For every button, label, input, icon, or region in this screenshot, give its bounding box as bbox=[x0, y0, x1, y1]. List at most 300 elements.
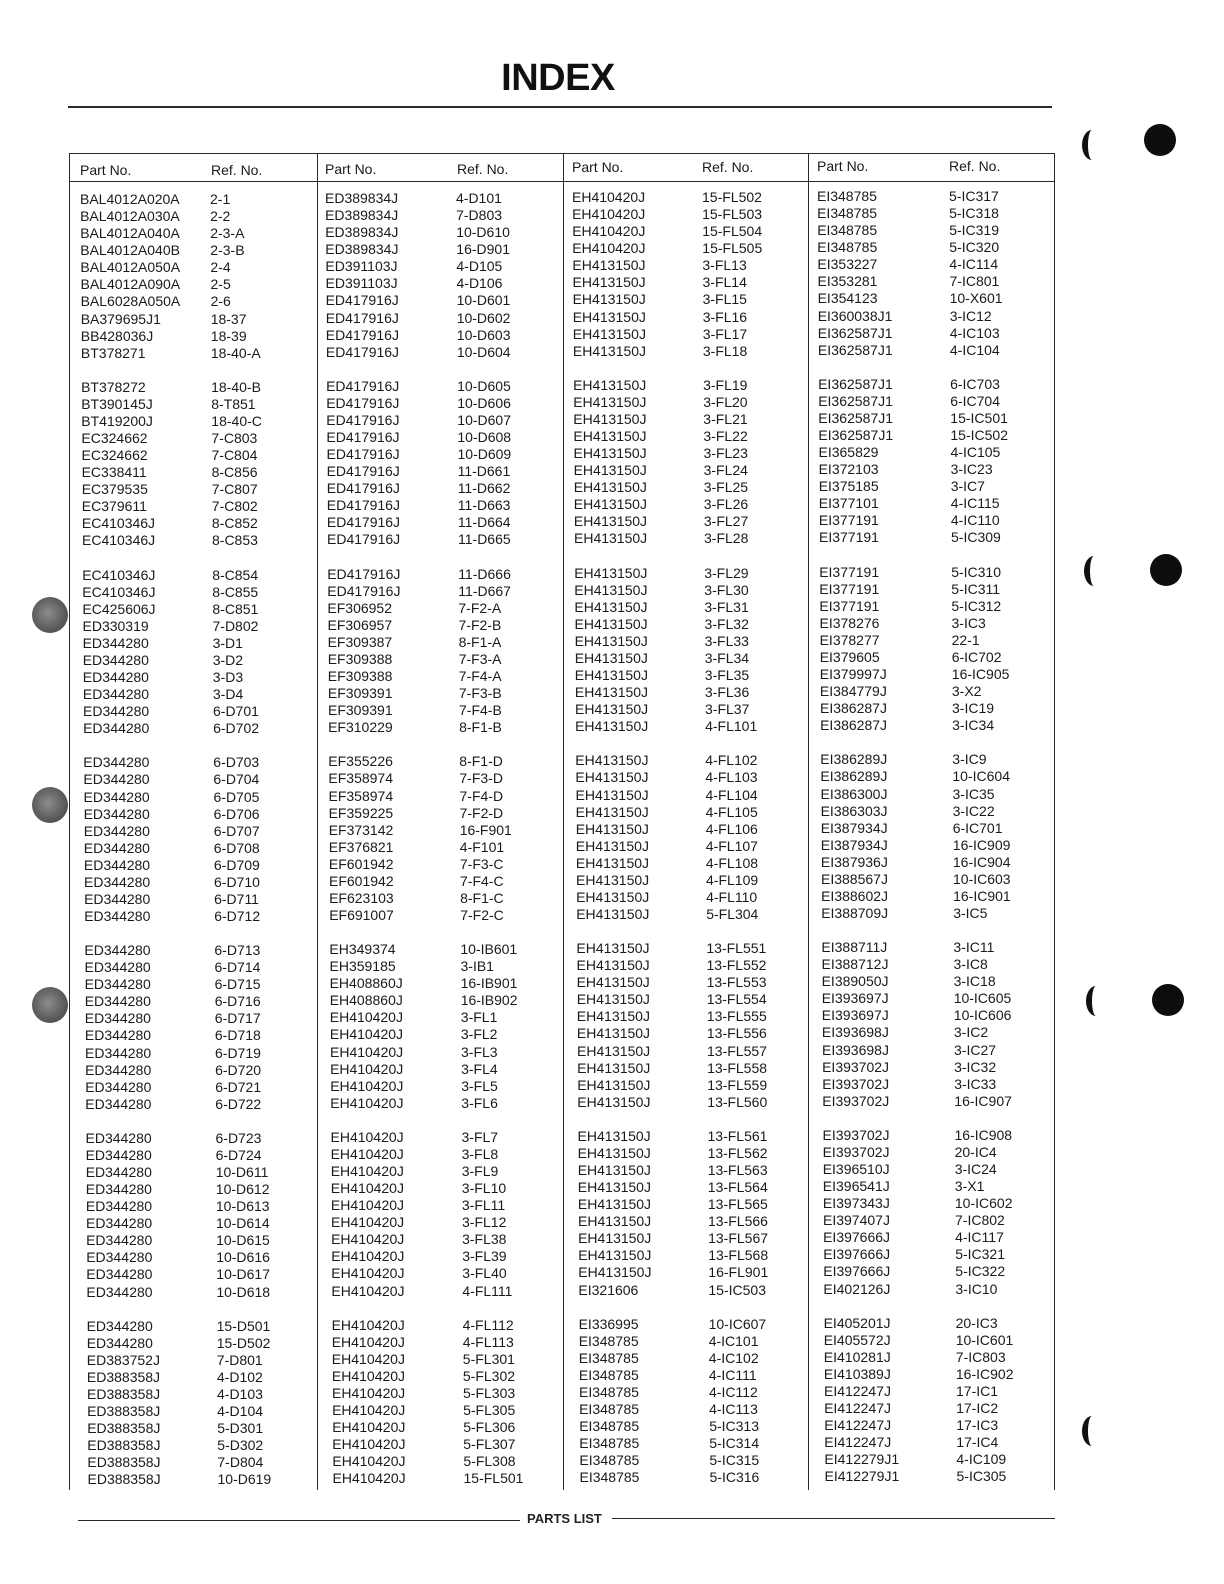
part-number: EI377101 bbox=[818, 495, 879, 512]
ref-number: 3-IC33 bbox=[954, 1075, 997, 1092]
ref-number: 10-D602 bbox=[456, 309, 511, 326]
part-number: ED417916J bbox=[325, 343, 400, 360]
ref-number: 3-FL34 bbox=[704, 649, 750, 666]
ref-number: 4-D101 bbox=[456, 190, 502, 206]
ref-number: 10-D608 bbox=[457, 429, 512, 445]
part-number: ED344280 bbox=[86, 1266, 153, 1283]
part-number: ED388358J bbox=[86, 1368, 161, 1385]
part-number: EF309388 bbox=[327, 668, 393, 684]
ref-number: 7-C803 bbox=[211, 430, 258, 446]
ref-number: 6-D719 bbox=[215, 1044, 261, 1061]
part-number: EI397666J bbox=[823, 1229, 891, 1246]
part-number: BAL4012A050A bbox=[80, 259, 181, 276]
ref-number: 3-FL2 bbox=[460, 1026, 498, 1043]
header-ref-no: Ref. No. bbox=[702, 159, 754, 175]
ref-number: 3-FL24 bbox=[703, 462, 748, 479]
part-number: EH410420J bbox=[332, 1453, 406, 1470]
part-number: EI388712J bbox=[821, 956, 889, 973]
ref-number: 16-FL901 bbox=[708, 1264, 769, 1281]
part-number: EH413150J bbox=[572, 257, 646, 274]
ref-number: 4-FL108 bbox=[705, 854, 759, 871]
part-number: EI377191 bbox=[819, 580, 880, 597]
punch-hole bbox=[32, 597, 68, 633]
part-number: EH413150J bbox=[576, 957, 650, 974]
part-number: BT390145J bbox=[81, 395, 153, 412]
ref-number: 16-F901 bbox=[459, 821, 512, 838]
ref-number: 18-37 bbox=[210, 310, 247, 327]
ref-number: 4-IC115 bbox=[950, 495, 1000, 512]
part-number: EF376821 bbox=[328, 838, 394, 855]
part-number: EH359185 bbox=[329, 958, 396, 975]
ref-number: 6-D707 bbox=[213, 822, 260, 839]
ref-number: 5-D302 bbox=[217, 1437, 264, 1454]
part-number: ED388358J bbox=[87, 1403, 161, 1419]
ref-number: 3-IC24 bbox=[954, 1161, 997, 1177]
part-number: EI412247J bbox=[824, 1382, 891, 1399]
part-number: EH413150J bbox=[573, 462, 647, 479]
ref-number: 6-IC701 bbox=[952, 819, 1003, 836]
part-number: EH413150J bbox=[572, 308, 646, 325]
part-number: EH413150J bbox=[573, 479, 647, 496]
ref-number: 6-IC702 bbox=[951, 648, 1002, 665]
part-number: EI354123 bbox=[817, 290, 878, 307]
ref-number: 7-C804 bbox=[211, 447, 258, 464]
part-number: EF309388 bbox=[327, 650, 393, 667]
ref-number: 8-C855 bbox=[212, 583, 259, 600]
part-number: ED417916J bbox=[326, 377, 400, 394]
part-number: EH410420J bbox=[331, 1265, 405, 1282]
ref-number: 11-D667 bbox=[458, 582, 511, 599]
part-number: ED344280 bbox=[84, 1027, 152, 1044]
ref-number: 5-FL303 bbox=[463, 1384, 516, 1401]
part-number: EI362587J1 bbox=[818, 409, 894, 426]
ref-number: 7-F2-C bbox=[460, 906, 504, 923]
table-header-divider bbox=[69, 181, 1055, 182]
ref-number: 3-IB1 bbox=[460, 958, 494, 975]
ref-number: 3-FL39 bbox=[462, 1248, 507, 1265]
ref-number: 3-FL20 bbox=[703, 393, 748, 410]
part-number: ED344280 bbox=[86, 1317, 153, 1334]
ref-number: 15-FL505 bbox=[702, 240, 763, 257]
part-number: EH413150J bbox=[574, 564, 648, 581]
part-number: ED344280 bbox=[84, 890, 151, 907]
ref-number: 3-FL32 bbox=[704, 615, 749, 632]
part-number: EC425606J bbox=[82, 600, 156, 617]
part-number: ED344280 bbox=[84, 907, 151, 924]
part-number: ED344280 bbox=[82, 669, 149, 685]
part-number: EI412247J bbox=[824, 1434, 892, 1451]
ref-number: 6-D717 bbox=[214, 1010, 261, 1027]
ref-number: 4-IC110 bbox=[950, 512, 1000, 529]
ref-number: 7-F3-D bbox=[459, 770, 503, 787]
part-number: EH413150J bbox=[575, 752, 649, 769]
part-number: EI388711J bbox=[821, 939, 888, 956]
part-number: EF310229 bbox=[328, 719, 393, 736]
part-number: EH410420J bbox=[329, 1009, 403, 1026]
part-number: ED344280 bbox=[83, 754, 150, 771]
punch-hole bbox=[1082, 130, 1102, 160]
part-number: EI387936J bbox=[820, 853, 888, 870]
part-number: EC410346J bbox=[82, 532, 156, 549]
ref-number: 13-FL553 bbox=[706, 974, 767, 991]
ref-number: 18-40-B bbox=[211, 378, 261, 395]
ref-number: 13-FL565 bbox=[707, 1196, 768, 1213]
part-number: EH413150J bbox=[576, 1008, 650, 1025]
part-number: BAL4012A040A bbox=[80, 225, 180, 242]
part-number: ED389834J bbox=[325, 190, 399, 206]
header-part-no: Part No. bbox=[572, 159, 624, 175]
ref-number: 3-FL31 bbox=[704, 598, 749, 615]
part-number: EI387934J bbox=[820, 819, 888, 836]
part-number: ED344280 bbox=[83, 788, 150, 805]
header-part-no: Part No. bbox=[817, 158, 869, 174]
ref-number: 6-D722 bbox=[215, 1095, 262, 1112]
ref-number: 3-FL35 bbox=[704, 667, 750, 683]
ref-number: 10-IC602 bbox=[954, 1195, 1013, 1212]
part-number: EI393698J bbox=[821, 1024, 889, 1041]
ref-number: 5-FL302 bbox=[462, 1367, 516, 1384]
ref-number: 4-FL105 bbox=[705, 803, 758, 820]
ref-number: 7-F3-A bbox=[458, 650, 502, 667]
ref-number: 15-IC503 bbox=[708, 1281, 766, 1298]
ref-number: 6-D714 bbox=[214, 959, 261, 976]
ref-number: 10-D601 bbox=[456, 292, 511, 309]
part-number: EH413150J bbox=[573, 376, 647, 393]
part-number: ED344280 bbox=[85, 1044, 152, 1061]
part-number: EH413150J bbox=[573, 513, 648, 530]
ref-number: 17-IC4 bbox=[956, 1434, 999, 1451]
ref-number: 3-FL13 bbox=[702, 257, 747, 274]
part-number: ED344280 bbox=[83, 856, 151, 873]
part-number: EH410420J bbox=[331, 1231, 405, 1248]
ref-number: 10-IC601 bbox=[955, 1331, 1014, 1348]
ref-number: 3-FL29 bbox=[704, 564, 749, 581]
part-number: EH413150J bbox=[577, 1042, 651, 1059]
ref-number: 3-FL27 bbox=[703, 513, 749, 530]
part-number: EF309387 bbox=[327, 633, 393, 650]
ref-number: 4-FL110 bbox=[706, 888, 758, 905]
ref-number: 3-FL14 bbox=[702, 274, 747, 291]
ref-number: 15-FL501 bbox=[463, 1470, 524, 1487]
ref-number: 10-IC605 bbox=[953, 990, 1012, 1007]
part-number: EI362587J1 bbox=[818, 392, 893, 409]
part-number: EF309391 bbox=[328, 702, 393, 719]
part-number: EH413150J bbox=[577, 1162, 651, 1178]
ref-number: 15-FL504 bbox=[702, 223, 763, 240]
ref-number: 3-FL9 bbox=[461, 1163, 499, 1179]
ref-number: 5-IC315 bbox=[709, 1452, 760, 1469]
ref-number: 6-D706 bbox=[213, 805, 260, 822]
ref-number: 6-D720 bbox=[215, 1061, 262, 1078]
part-number: EC379535 bbox=[81, 481, 148, 498]
part-number: EC324662 bbox=[81, 430, 148, 446]
ref-number: 3-FL36 bbox=[704, 684, 750, 700]
part-number: EI388567J bbox=[821, 870, 888, 887]
ref-number: 6-D708 bbox=[213, 839, 260, 856]
part-number: EH413150J bbox=[577, 1144, 651, 1161]
part-number: ED344280 bbox=[83, 822, 150, 839]
ref-number: 3-D2 bbox=[212, 651, 244, 668]
ref-number: 3-FL5 bbox=[461, 1077, 498, 1094]
ref-number: 13-FL563 bbox=[707, 1162, 768, 1178]
part-number: BAL4012A030A bbox=[80, 208, 180, 225]
ref-number: 6-D705 bbox=[213, 788, 260, 805]
part-number: EH413150J bbox=[574, 684, 649, 700]
part-number: EH410420J bbox=[329, 1026, 404, 1043]
part-number: EI321606 bbox=[578, 1281, 639, 1298]
ref-number: 4-D102 bbox=[216, 1368, 263, 1385]
ref-number: 3-FL16 bbox=[702, 308, 748, 325]
ref-number: 15-D501 bbox=[216, 1317, 271, 1334]
part-number: ED417916J bbox=[326, 514, 401, 531]
ref-number: 4-IC104 bbox=[949, 341, 1000, 358]
ref-number: 8-C851 bbox=[212, 600, 259, 617]
part-number: EH413150J bbox=[573, 445, 647, 462]
part-number: EC379611 bbox=[81, 498, 147, 515]
part-number: ED344280 bbox=[86, 1249, 153, 1266]
part-number: ED417916J bbox=[326, 497, 400, 514]
part-number: EI348785 bbox=[579, 1401, 640, 1417]
ref-number: 5-IC319 bbox=[949, 222, 999, 239]
part-number: EI378277 bbox=[819, 631, 880, 648]
ref-number: 7-F4-B bbox=[459, 702, 502, 719]
ref-number: 4-FL109 bbox=[706, 871, 759, 888]
ref-number: 5-IC314 bbox=[709, 1435, 760, 1452]
part-number: BT378271 bbox=[80, 344, 146, 361]
part-number: ED344280 bbox=[83, 771, 150, 788]
part-number: EH408860J bbox=[329, 975, 403, 992]
ref-number: 7-F4-C bbox=[460, 872, 504, 889]
part-number: EI378276 bbox=[819, 614, 880, 631]
part-number: ED344280 bbox=[86, 1215, 153, 1232]
part-number: ED388358J bbox=[87, 1454, 161, 1471]
ref-number: 5-IC320 bbox=[949, 239, 1000, 256]
ref-number: 3-FL6 bbox=[461, 1094, 498, 1111]
part-number: EH413150J bbox=[572, 274, 646, 291]
part-number: EF359225 bbox=[328, 804, 394, 821]
ref-number: 11-D666 bbox=[458, 565, 511, 582]
ref-number: 3-D3 bbox=[212, 669, 244, 685]
ref-number: 13-FL557 bbox=[707, 1042, 767, 1059]
ref-number: 6-D709 bbox=[213, 856, 260, 873]
part-number: EH410420J bbox=[331, 1333, 405, 1350]
ref-number: 13-FL556 bbox=[706, 1025, 767, 1042]
part-number: EH413150J bbox=[575, 786, 649, 803]
part-number: EI362587J1 bbox=[818, 427, 894, 443]
part-number: EI365829 bbox=[818, 444, 879, 461]
ref-number: 10-D617 bbox=[216, 1266, 270, 1283]
part-number: ED344280 bbox=[83, 805, 150, 822]
ref-number: 10-D611 bbox=[215, 1164, 269, 1180]
ref-number: 7-IC802 bbox=[955, 1212, 1005, 1229]
part-number: ED344280 bbox=[85, 1129, 152, 1146]
part-number: EH413150J bbox=[573, 496, 647, 513]
part-number: EI396541J bbox=[822, 1178, 890, 1195]
ref-number: 15-IC501 bbox=[950, 409, 1008, 426]
ref-number: 7-D803 bbox=[456, 207, 503, 224]
part-number: ED344280 bbox=[82, 686, 150, 702]
ref-number: 5-IC305 bbox=[956, 1468, 1007, 1485]
ref-number: 6-D703 bbox=[213, 754, 260, 771]
part-number: ED344280 bbox=[85, 1061, 152, 1078]
part-number: EI412247J bbox=[824, 1417, 892, 1433]
ref-number: 3-D4 bbox=[212, 686, 244, 702]
header-ref-no: Ref. No. bbox=[211, 162, 263, 178]
ref-number: 3-FL17 bbox=[702, 325, 748, 342]
part-number: EI377191 bbox=[819, 563, 880, 580]
part-number: EF691007 bbox=[329, 906, 394, 923]
table-right-border bbox=[1054, 153, 1055, 1490]
part-number: EI379997J bbox=[819, 666, 887, 682]
part-number: ED344280 bbox=[85, 1146, 152, 1163]
part-number: EH413150J bbox=[577, 1059, 651, 1076]
ref-number: 16-D901 bbox=[456, 241, 510, 258]
ref-number: 5-IC321 bbox=[955, 1246, 1005, 1263]
part-number: EH413150J bbox=[575, 837, 649, 854]
part-number: EH413150J bbox=[574, 632, 648, 649]
ref-number: 8-C852 bbox=[211, 515, 258, 532]
ref-number: 6-D716 bbox=[214, 993, 261, 1010]
ref-number: 3-IC12 bbox=[949, 307, 992, 324]
ref-number: 13-FL562 bbox=[707, 1144, 768, 1161]
part-number: EH413150J bbox=[575, 718, 649, 735]
ref-number: 5-IC312 bbox=[951, 597, 1002, 614]
ref-number: 3-FL25 bbox=[703, 479, 749, 496]
part-number: EH413150J bbox=[578, 1264, 652, 1281]
ref-number: 10-D609 bbox=[457, 446, 512, 463]
ref-number: 3-FL22 bbox=[703, 428, 748, 444]
part-number: EI393702J bbox=[822, 1092, 890, 1109]
ref-number: 10-X601 bbox=[949, 290, 1003, 307]
part-number: EH408860J bbox=[329, 992, 403, 1009]
ref-number: 10-IC603 bbox=[953, 870, 1011, 887]
header-part-no: Part No. bbox=[80, 162, 132, 178]
part-number: EH410420J bbox=[330, 1180, 404, 1197]
ref-number: 13-FL554 bbox=[706, 991, 767, 1008]
ref-number: 3-IC5 bbox=[953, 904, 988, 921]
ref-number: 13-FL555 bbox=[706, 1008, 767, 1025]
part-number: EH410420J bbox=[330, 1197, 405, 1214]
part-number: EH410420J bbox=[331, 1316, 405, 1333]
ref-number: 20-IC4 bbox=[954, 1143, 997, 1160]
part-number: ED344280 bbox=[82, 634, 149, 651]
ref-number: 7-F2-A bbox=[458, 599, 502, 616]
ref-number: 5-IC317 bbox=[949, 188, 999, 204]
part-number: EI336995 bbox=[578, 1315, 639, 1332]
part-number: EI393697J bbox=[821, 990, 889, 1007]
part-number: EI377191 bbox=[819, 529, 879, 546]
part-number: EI348785 bbox=[578, 1349, 639, 1366]
ref-number: 6-D702 bbox=[213, 720, 260, 737]
part-number: ED417916J bbox=[327, 565, 401, 582]
ref-number: 4-IC114 bbox=[949, 256, 999, 273]
ref-number: 3-FL3 bbox=[461, 1043, 498, 1060]
part-number: EF306952 bbox=[327, 599, 392, 616]
part-number: ED417916J bbox=[326, 446, 400, 463]
part-number: BT378272 bbox=[81, 378, 146, 395]
ref-number: 10-D612 bbox=[215, 1181, 270, 1198]
ref-number: 4-FL107 bbox=[705, 837, 758, 854]
ref-number: 3-FL15 bbox=[702, 291, 747, 308]
part-number: ED344280 bbox=[86, 1232, 153, 1249]
part-number: EI405572J bbox=[823, 1331, 891, 1348]
part-number: ED417916J bbox=[326, 480, 400, 497]
part-number: EH413150J bbox=[576, 991, 650, 1008]
ref-number: 4-IC105 bbox=[950, 444, 1001, 461]
ref-number: 10-D610 bbox=[456, 224, 510, 241]
ref-number: 16-IC908 bbox=[954, 1126, 1013, 1143]
part-number: BA379695J1 bbox=[80, 310, 161, 327]
punch-hole bbox=[1082, 1416, 1102, 1446]
part-number: EC324662 bbox=[81, 447, 148, 464]
ref-number: 5-FL305 bbox=[463, 1402, 516, 1418]
part-number: ED388358J bbox=[87, 1471, 161, 1488]
part-number: EH413150J bbox=[577, 1076, 651, 1093]
part-number: EI348785 bbox=[817, 239, 878, 256]
ref-number: 16-IC904 bbox=[952, 853, 1011, 870]
ref-number: 3-FL8 bbox=[461, 1145, 499, 1162]
part-number: EH413150J bbox=[574, 649, 648, 666]
part-number: EH413150J bbox=[577, 1179, 651, 1196]
ref-number: 11-D664 bbox=[457, 514, 511, 531]
ref-number: 8-F1-D bbox=[459, 753, 503, 770]
part-number: EI397666J bbox=[823, 1246, 891, 1263]
ref-number: 13-FL559 bbox=[707, 1076, 768, 1093]
ref-number: 6-IC703 bbox=[950, 375, 1000, 392]
ref-number: 4-FL102 bbox=[705, 752, 758, 769]
part-number: EI379605 bbox=[819, 648, 880, 665]
part-number: ED417916J bbox=[326, 429, 400, 445]
table-top-border bbox=[69, 153, 1055, 154]
ref-number: 6-D718 bbox=[214, 1027, 261, 1044]
ref-number: 10-D616 bbox=[216, 1249, 270, 1266]
ref-number: 4-FL101 bbox=[705, 718, 758, 735]
part-number: ED344280 bbox=[85, 1078, 152, 1095]
ref-number: 3-FL12 bbox=[462, 1214, 507, 1231]
ref-number: 3-IC10 bbox=[955, 1280, 998, 1297]
part-number: EH410420J bbox=[572, 189, 646, 205]
ref-number: 3-FL21 bbox=[703, 410, 748, 427]
part-number: EI353281 bbox=[817, 273, 878, 290]
ref-number: 10-D613 bbox=[215, 1198, 270, 1215]
part-number: ED389834J bbox=[325, 207, 399, 224]
column-divider bbox=[317, 153, 318, 1490]
ref-number: 5-IC316 bbox=[709, 1469, 760, 1486]
part-number: EI393702J bbox=[822, 1058, 890, 1075]
ref-number: 13-FL561 bbox=[707, 1127, 768, 1144]
ref-number: 7-F4-A bbox=[458, 668, 502, 684]
punch-hole bbox=[1150, 554, 1182, 586]
ref-number: 3-IC3 bbox=[951, 614, 986, 631]
part-number: EH413150J bbox=[577, 1127, 651, 1144]
ref-number: 2-5 bbox=[210, 276, 231, 293]
ref-number: 10-IC606 bbox=[953, 1007, 1012, 1024]
ref-number: 13-FL552 bbox=[706, 957, 767, 974]
part-number: EH410420J bbox=[331, 1282, 405, 1299]
part-number: EH413150J bbox=[572, 325, 646, 342]
part-number: EH410420J bbox=[572, 223, 646, 240]
ref-number: 16-IC905 bbox=[951, 666, 1010, 682]
ref-number: 6-D710 bbox=[214, 873, 260, 890]
ref-number: 10-D615 bbox=[216, 1232, 270, 1249]
punch-hole bbox=[1084, 556, 1104, 586]
ref-number: 4-FL104 bbox=[705, 786, 758, 803]
part-number: EH413150J bbox=[572, 291, 646, 308]
ref-number: 13-FL566 bbox=[708, 1213, 768, 1230]
part-number: EI386300J bbox=[820, 785, 888, 802]
ref-number: 10-IC607 bbox=[708, 1315, 767, 1332]
part-number: EH410420J bbox=[331, 1350, 405, 1367]
